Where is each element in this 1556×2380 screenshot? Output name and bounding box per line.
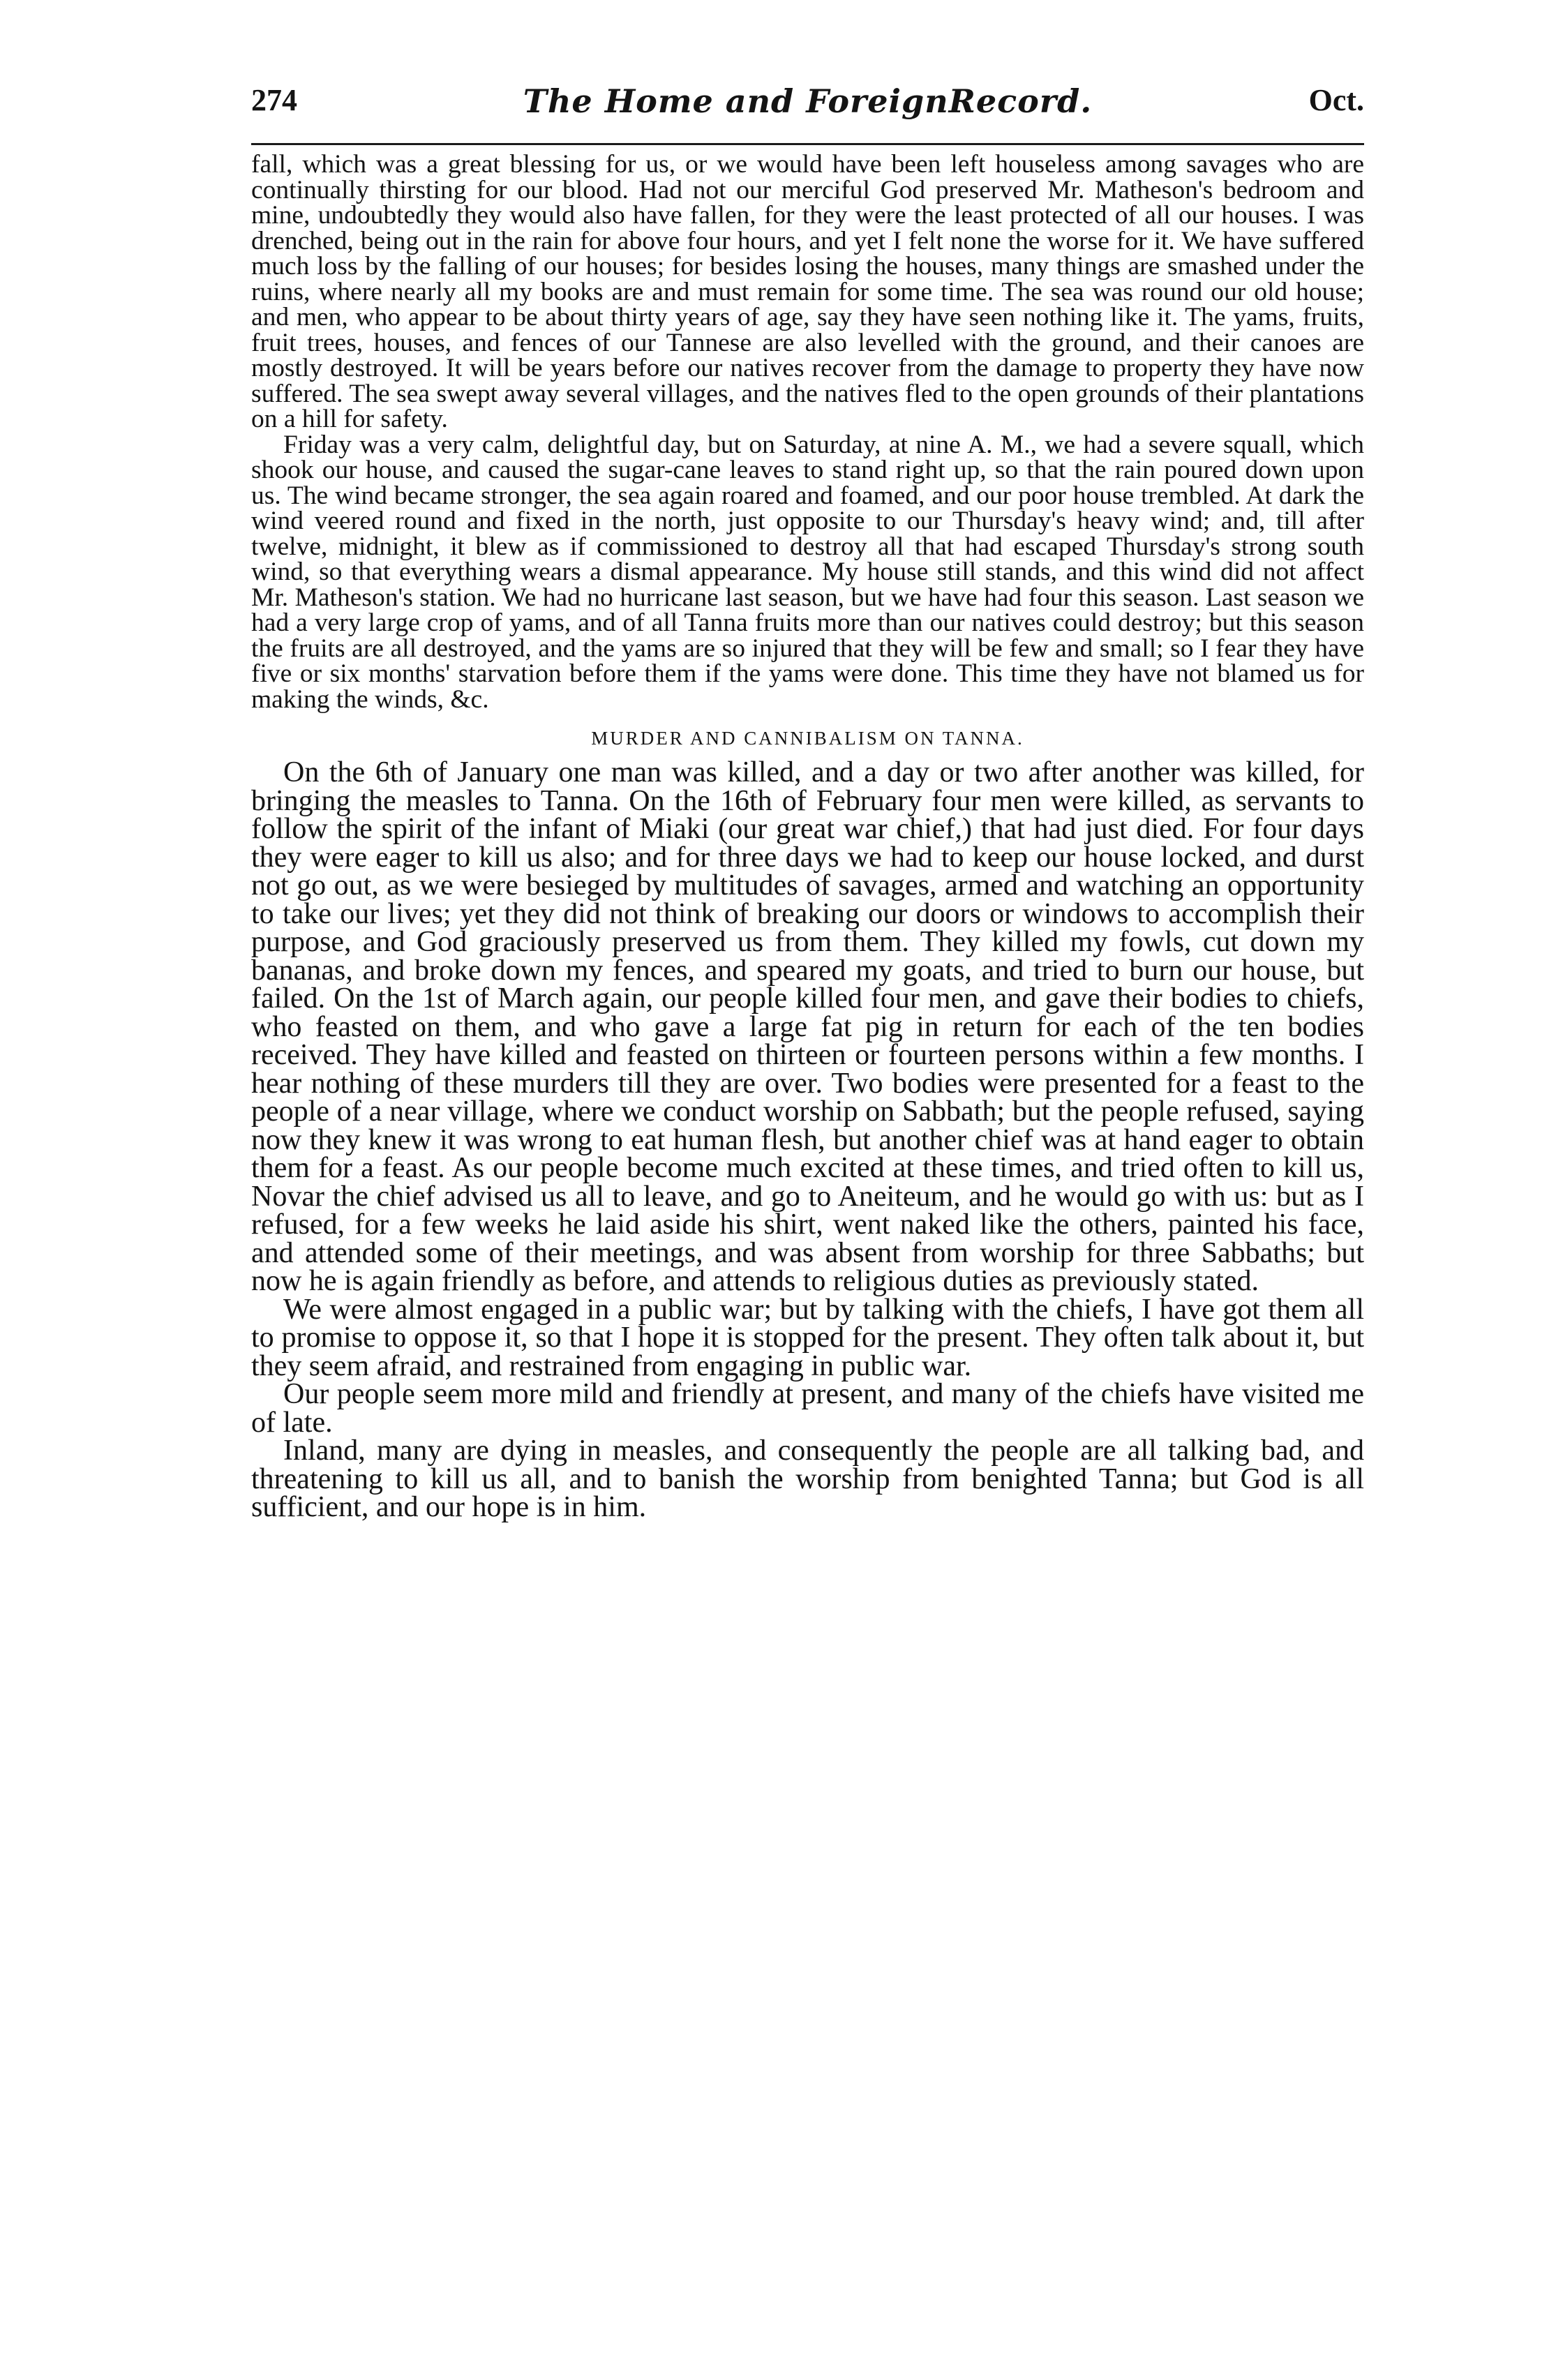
section-heading: MURDER AND CANNIBALISM ON TANNA. — [591, 728, 1024, 749]
header-rule — [251, 143, 1364, 145]
section-body — [251, 758, 1364, 1522]
running-month: Oct. — [1308, 83, 1364, 117]
article-body — [251, 152, 1364, 1522]
page-header — [251, 82, 1364, 138]
paragraph-friday: Friday was a very calm, delightful day, but on Saturday, at nine A. M., we had a severe squall, which shook our house, and caused the sugar-cane leaves to stand right up, so that the rain poured down upon us. The wind became stronger, the sea again roared and foamed, and our poor house trembled. At dark the wind veered round and fixed in the north, just opposite to our Thursday's heavy wind; and, till after twelve, midnight, it blew as if commissioned to destroy all that had escaped Thursday's strong south wind, so that everything wears a dismal appearance. My house still stands, and this wind did not affect Mr. Matheson's station. We had no hurricane last season, but we have had four this season. Last season we had a very large crop of yams, and of all Tanna fruits more than our natives could destroy; but this season the fruits are all destroyed, and the yams are so injured that they will be few and small; so I fear they have five or six months' starvation before them if the yams were done. This time they have not blamed us for making the winds, &c. — [251, 430, 1364, 714]
paragraph-public-war: We were almost engaged in a public war; but by talking with the chiefs, I have got them all to promise to oppose it, so that I hope it is stopped for the present. They often talk about it, but they seem afraid, and restrained from engaging in public war. — [251, 1293, 1364, 1382]
paragraph-mild-people: Our people seem more mild and friendly at present, and many of the chiefs have visited me of late. — [251, 1378, 1364, 1439]
paragraph-murders: On the 6th of January one man was killed, and a day or two after another was killed, for bringing the measles to Tanna. On the 16th of February four men were killed, as servants to follow the spirit of the infant of Miaki (our great war chief,) that had just died. For four days they were eager to kill us also; and for three days we had to keep our house locked, and durst not go out, as we were besieged by multitudes of savages, armed and watching an opportunity to take our lives; yet they did not think of breaking our doors or windows to accomplish their purpose, and God graciously preserved us from them. They killed my fowls, cut down my bananas, and broke down my fences, and speared my goats, and tried to burn our house, but failed. On the 1st of March again, our people killed four men, and gave their bodies to chiefs, who feasted on them, and who gave a large fat pig in return for each of the ten bodies received. They have killed and feasted on thirteen or fourteen persons within a few months. I hear nothing of these murders till they are over. Two bodies were presented for a feast to the people of a near village, where we conduct worship on Sabbath; but the people refused, saying now they knew it was wrong to eat human flesh, but another chief was at hand eager to obtain them for a feast. As our people become much excited at these times, and tried often to kill us, Novar the chief advised us all to leave, and go to Aneiteum, and he would go with us: but as I refused, for a few weeks he laid aside his shirt, went naked like the others, painted his face, and attended some of their meetings, and was absent from worship for three Sabbaths; but now he is again friendly as before, and attends to religious duties as previously stated. — [251, 756, 1364, 1297]
running-title: The Home and ForeignRecord. — [523, 82, 1093, 120]
paragraph-inland-measles: Inland, many are dying in measles, and consequently the people are all talking bad, and threatening to kill us all, and to banish the worship from benighted Tanna; but God is all sufficient, and our hope is in him. — [251, 1435, 1364, 1523]
paragraph-continuation: fall, which was a great blessing for us, or we would have been left houseless among savages who are continually thirsting for our blood. Had not our merciful God preserved Mr. Matheson's bedroom and mine, undoubtedly they would also have fallen, for they were the least protected of all our houses. I was drenched, being out in the rain for above four hours, and yet I felt none the worse for it. We have suffered much loss by the falling of our houses; for besides losing the houses, many things are smashed under the ruins, where nearly all my books are and must remain for some time. The sea was round our old house; and men, who appear to be about thirty years of age, say they have seen nothing like it. The yams, fruits, fruit trees, houses, and fences of our Tannese are also levelled with the ground, and their canoes are mostly destroyed. It will be years before our natives recover from the damage to property they have now suffered. The sea swept away several villages, and the natives fled to the open grounds of their plantations on a hill for safety. — [251, 150, 1364, 433]
page-number: 274 — [251, 83, 297, 117]
